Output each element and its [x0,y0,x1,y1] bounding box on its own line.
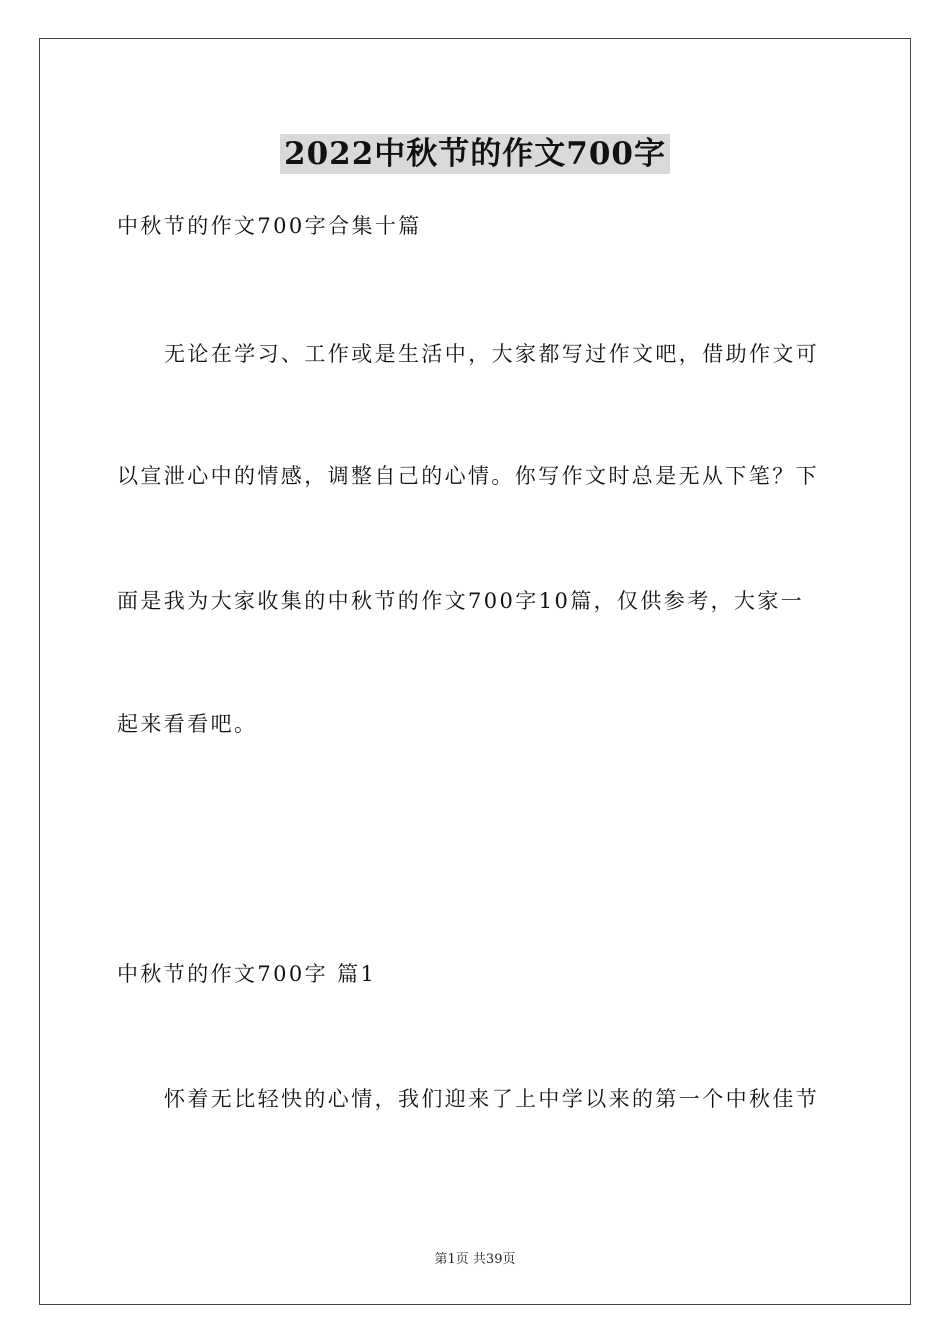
intro-line-2: 以宣泄心中的情感，调整自己的心情。你写作文时总是无从下笔？下 [117,464,819,488]
intro-line-1: 无论在学习、工作或是生活中，大家都写过作文吧，借助作文可 [164,342,820,366]
page-number-footer: 第1页 共39页 [434,1252,516,1267]
document-title: 2022中秋节的作文700字 [280,134,670,174]
section-heading: 中秋节的作文700字 篇1 [117,962,377,986]
document-title-wrap [0,128,950,173]
section-first-line: 怀着无比轻快的心情，我们迎来了上中学以来的第一个中秋佳节 [164,1087,820,1111]
document-subtitle: 中秋节的作文700字合集十篇 [117,214,422,238]
intro-line-4: 起来看看吧。 [117,712,258,736]
intro-line-3: 面是我为大家收集的中秋节的作文700字10篇，仅供参考，大家一 [117,589,805,613]
